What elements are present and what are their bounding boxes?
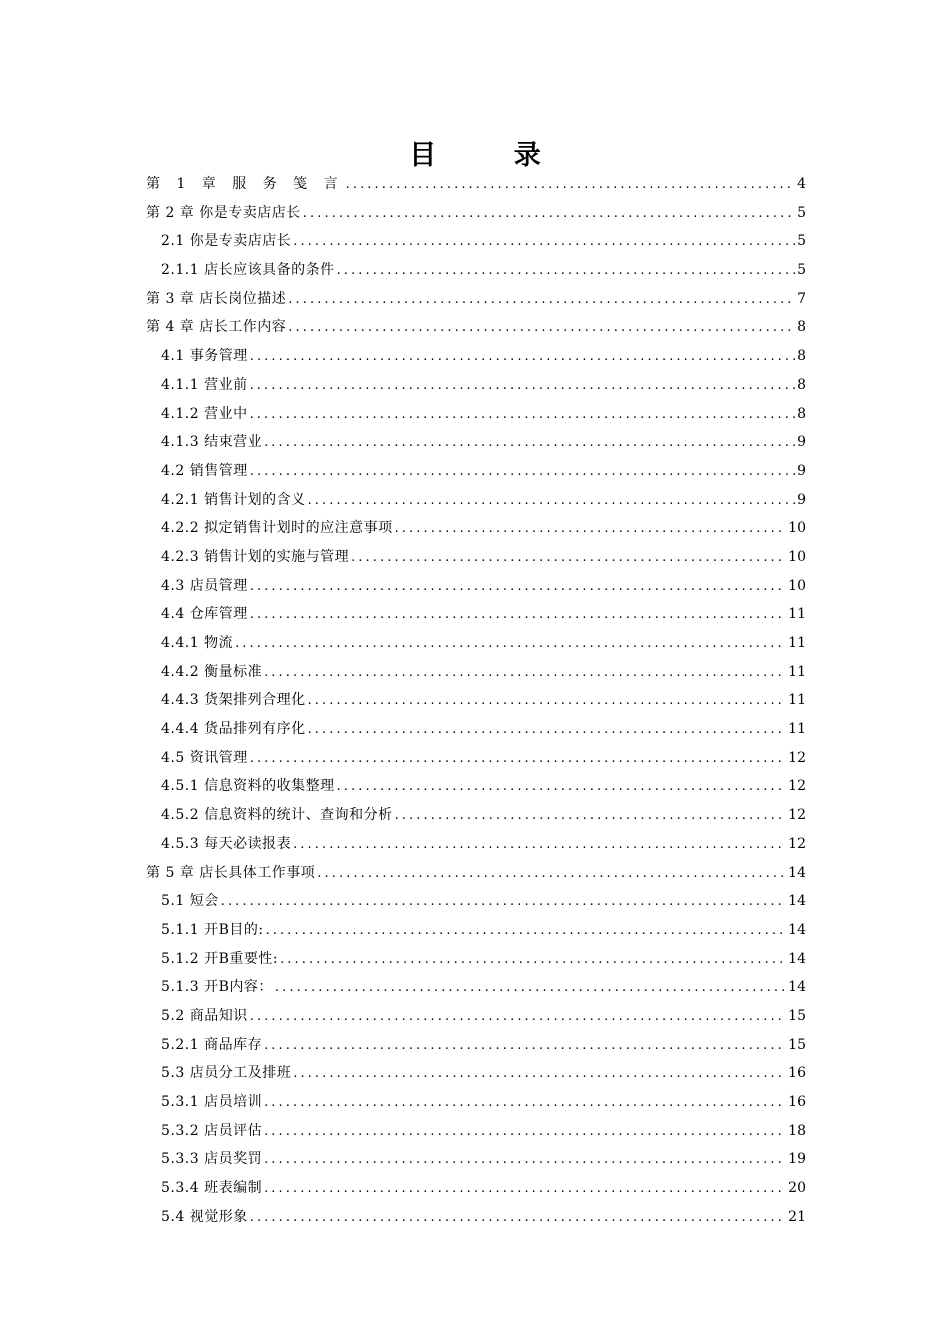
toc-entry-page-number: 4 [797, 176, 806, 192]
toc-dot-leader [308, 487, 796, 516]
toc-entry[interactable] [146, 945, 806, 974]
toc-entry-page-number: 5 [797, 233, 806, 250]
toc-entry-page-number: 14 [788, 979, 806, 996]
toc-entry-title: 5.4 视觉形象 [161, 1208, 248, 1225]
toc-entry[interactable] [146, 658, 806, 687]
toc-dot-leader [280, 946, 786, 975]
toc-entry[interactable] [146, 973, 806, 1002]
toc-entry-title: 4.1.2 营业中 [161, 405, 248, 422]
toc-entry-page-number: 8 [797, 319, 806, 336]
toc-entry-title: 5.2 商品知识 [161, 1007, 248, 1024]
toc-dot-leader [337, 257, 796, 286]
toc-entry[interactable] [146, 916, 806, 945]
toc-entry[interactable] [146, 1059, 806, 1088]
toc-entry[interactable] [146, 801, 806, 830]
toc-entry-title: 2.1 你是专卖店店长 [161, 233, 292, 250]
toc-entry-page-number: 8 [797, 405, 806, 422]
toc-entry[interactable] [146, 600, 806, 629]
toc-entry-title: 5.3.3 店员奖罚 [161, 1151, 263, 1168]
toc-entry[interactable] [146, 1174, 806, 1203]
toc-dot-leader [293, 1060, 786, 1089]
toc-dot-leader [351, 544, 786, 573]
toc-entry-title: 第 5 章 店长具体工作事项 [146, 864, 316, 881]
toc-entry-title: 4.2.2 拟定销售计划时的应注意事项 [161, 520, 393, 537]
toc-entry-title: 第 3 章 店长岗位描述 [146, 290, 287, 307]
toc-entry-title: 4.5.1 信息资料的收集整理 [161, 778, 335, 795]
toc-entry-title: 4.1 事务管理 [161, 348, 248, 365]
toc-entry[interactable] [146, 256, 806, 285]
toc-entry[interactable] [146, 1002, 806, 1031]
toc-dot-leader [264, 1175, 786, 1204]
toc-entry-page-number: 18 [788, 1122, 806, 1139]
toc-entry-title: 5.3.2 店员评估 [161, 1122, 263, 1139]
toc-entry-title: 4.5.2 信息资料的统计、查询和分析 [161, 807, 393, 824]
toc-dot-leader [250, 745, 786, 774]
toc-dot-leader [337, 773, 787, 802]
toc-entry-page-number: 7 [797, 290, 806, 307]
toc-entry[interactable] [146, 1117, 806, 1146]
toc-entry-title: 4.2.1 销售计划的含义 [161, 491, 306, 508]
toc-dot-leader [308, 687, 787, 716]
toc-entry-title: 4.1.3 结束营业 [161, 434, 263, 451]
toc-entry[interactable] [146, 170, 806, 199]
toc-entry-title: 2.1.1 店长应该具备的条件 [161, 262, 335, 279]
toc-dot-leader [264, 1032, 786, 1061]
toc-entry-title: 4.2 销售管理 [161, 462, 248, 479]
toc-entry-title: 5.1.2 开B重要性: [161, 950, 279, 967]
toc-entry-title: 4.4.1 物流 [161, 635, 234, 651]
toc-entry-page-number: 14 [788, 921, 806, 938]
toc-entry-title: 5.3.1 店员培训 [161, 1094, 263, 1110]
toc-entry-page-number: 12 [788, 835, 806, 852]
toc-entry[interactable] [146, 629, 806, 658]
toc-entry-title: 5.1.3 开B内容： [161, 979, 273, 996]
toc-dot-leader [288, 314, 795, 343]
toc-entry[interactable] [146, 457, 806, 486]
toc-entry-page-number: 12 [788, 778, 806, 795]
toc-entry[interactable] [146, 830, 806, 859]
toc-entry[interactable] [146, 543, 806, 572]
toc-entry[interactable] [146, 715, 806, 744]
table-of-contents [146, 170, 806, 1231]
toc-entry[interactable] [146, 199, 806, 228]
toc-entry[interactable] [146, 859, 806, 888]
toc-dot-leader [303, 200, 795, 229]
page-title: 目 录 [409, 140, 575, 171]
toc-entry[interactable] [146, 1031, 806, 1060]
toc-entry[interactable] [146, 428, 806, 457]
toc-entry-page-number: 11 [788, 635, 806, 651]
toc-entry-page-number: 9 [797, 491, 806, 508]
toc-entry[interactable] [146, 400, 806, 429]
toc-dot-leader [235, 630, 786, 659]
toc-entry-page-number: 15 [788, 1007, 806, 1024]
toc-entry-title: 4.4.4 货品排列有序化 [161, 721, 306, 738]
toc-entry-page-number: 21 [788, 1208, 806, 1225]
toc-dot-leader [250, 458, 795, 487]
toc-entry-title: 第 2 章 你是专卖店店长 [146, 204, 301, 221]
toc-dot-leader [275, 974, 786, 1003]
toc-entry-page-number: 14 [788, 864, 806, 881]
toc-entry-page-number: 10 [788, 577, 806, 594]
toc-entry-page-number: 11 [788, 721, 806, 738]
toc-dot-leader [264, 1146, 786, 1175]
toc-entry[interactable] [146, 371, 806, 400]
toc-entry-page-number: 9 [797, 434, 806, 451]
toc-entry-page-number: 8 [797, 376, 806, 393]
toc-dot-leader [250, 1003, 786, 1032]
toc-entry-page-number: 20 [788, 1180, 806, 1197]
toc-entry-title: 5.3.4 班表编制 [161, 1180, 263, 1197]
toc-entry-page-number: 10 [788, 548, 806, 565]
toc-entry-page-number: 8 [797, 348, 806, 365]
toc-entry[interactable] [146, 486, 806, 515]
toc-dot-leader [346, 171, 795, 200]
toc-entry[interactable] [146, 1145, 806, 1174]
toc-entry-page-number: 5 [797, 204, 806, 221]
toc-entry-page-number: 9 [797, 462, 806, 479]
toc-dot-leader [266, 917, 787, 946]
toc-entry-title: 4.4.2 衡量标准 [161, 663, 263, 680]
toc-entry-page-number: 12 [788, 807, 806, 824]
toc-entry-title: 4.4 仓库管理 [161, 606, 248, 623]
toc-dot-leader [395, 802, 787, 831]
toc-entry[interactable] [146, 1203, 806, 1232]
toc-entry-title: 4.2.3 销售计划的实施与管理 [161, 548, 350, 565]
toc-entry[interactable] [146, 342, 806, 371]
toc-entry-page-number: 19 [788, 1151, 806, 1168]
toc-dot-leader [308, 716, 787, 745]
toc-entry-page-number: 10 [788, 520, 806, 537]
toc-entry[interactable] [146, 313, 806, 342]
toc-entry[interactable] [146, 686, 806, 715]
toc-entry-title: 4.3 店员管理 [161, 577, 248, 594]
toc-dot-leader [288, 286, 795, 315]
toc-entry[interactable] [146, 572, 806, 601]
toc-dot-leader [317, 860, 786, 889]
toc-entry-title: 5.3 店员分工及排班 [161, 1065, 292, 1082]
toc-entry-page-number: 16 [788, 1094, 806, 1110]
toc-dot-leader [250, 401, 796, 430]
toc-dot-leader [264, 1089, 786, 1118]
toc-dot-leader [250, 573, 786, 602]
toc-entry[interactable] [146, 227, 806, 256]
toc-entry[interactable] [146, 744, 806, 773]
toc-dot-leader [264, 429, 795, 458]
toc-entry-title: 4.1.1 营业前 [161, 376, 248, 393]
toc-dot-leader [264, 659, 786, 688]
toc-dot-leader [293, 831, 786, 860]
toc-entry-page-number: 11 [788, 663, 806, 680]
toc-entry-title: 第 4 章 店长工作内容 [146, 319, 287, 336]
toc-entry[interactable] [146, 1088, 806, 1117]
toc-entry-title: 5.2.1 商品库存 [161, 1036, 263, 1053]
toc-entry-page-number: 11 [788, 692, 806, 709]
toc-entry-page-number: 15 [788, 1036, 806, 1053]
toc-entry-page-number: 14 [788, 950, 806, 967]
toc-entry-page-number: 16 [788, 1065, 806, 1082]
toc-entry[interactable] [146, 285, 806, 314]
toc-entry-title: 4.5.3 每天必读报表 [161, 835, 292, 852]
toc-entry-title: 4.4.3 货架排列合理化 [161, 692, 306, 709]
toc-entry-page-number: 11 [788, 606, 806, 623]
toc-entry[interactable] [146, 887, 806, 916]
toc-dot-leader [264, 1118, 786, 1147]
toc-entry-page-number: 14 [788, 893, 806, 910]
toc-entry-page-number: 5 [797, 262, 806, 279]
toc-dot-leader [250, 601, 786, 630]
toc-entry-title: 5.1 短会 [161, 893, 219, 910]
toc-dot-leader [293, 228, 795, 257]
toc-dot-leader [395, 515, 787, 544]
toc-entry-title: 4.5 资讯管理 [161, 749, 248, 766]
toc-entry[interactable] [146, 772, 806, 801]
toc-dot-leader [250, 1204, 786, 1233]
toc-dot-leader [221, 888, 786, 917]
toc-dot-leader [250, 372, 796, 401]
toc-entry-page-number: 12 [788, 749, 806, 766]
toc-entry-title: 5.1.1 开B目的: [161, 921, 264, 938]
toc-entry-title: 第 1 章 服 务 笺 言 [146, 176, 344, 192]
toc-entry[interactable] [146, 514, 806, 543]
toc-dot-leader [250, 343, 795, 372]
